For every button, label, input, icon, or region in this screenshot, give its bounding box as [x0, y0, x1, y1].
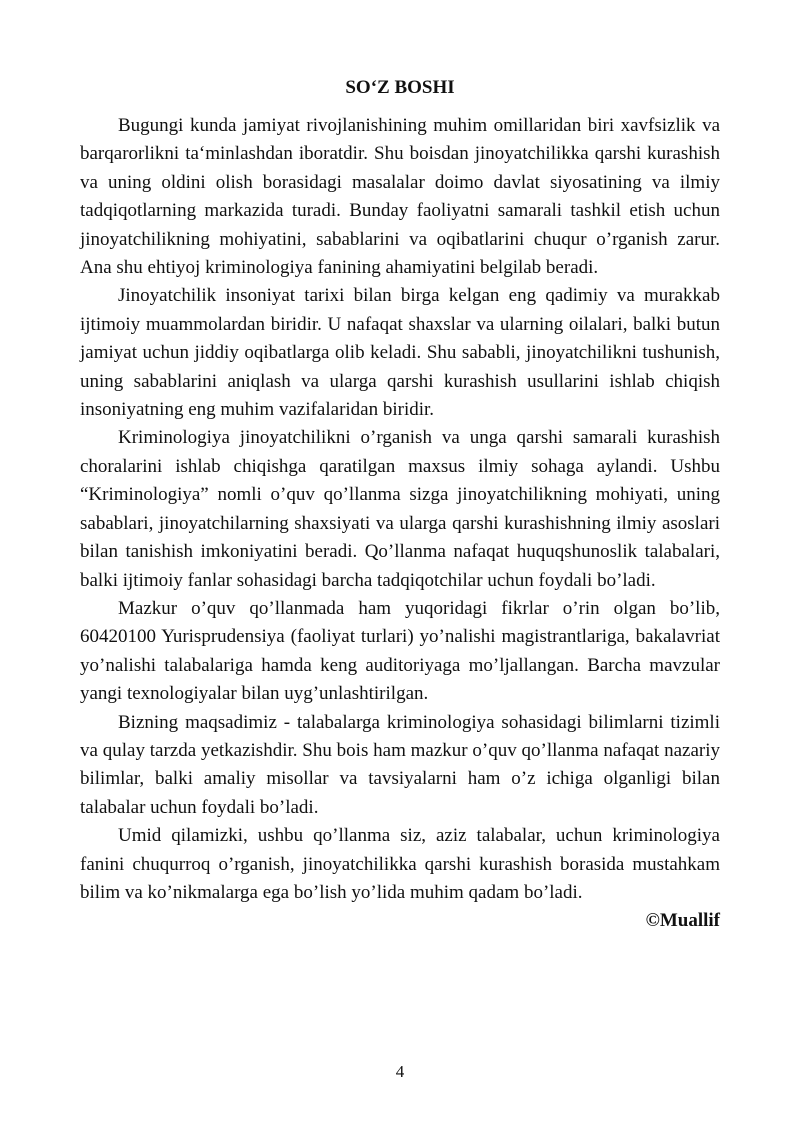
paragraph-3: Kriminologiya jinoyatchilikni o’rganish va unga qarshi samarali kurashish choralarini ishlab chiqishga qaratilgan maxsus ilmiy sohaga aylandi. Ushbu “Kriminologiya” nomli o’quv qo’llanma sizga jinoyatchilikning mohiyati, uning sabablari, jinoyatchilarning shaxsiyati va ularga qarshi kurashishning ilmiy asoslari bilan tanishish imkoniyatini beradi. Qo’llanma nafaqat huquqshunoslik talabalari, balki ijtimoiy fanlar sohasidagi barcha tadqiqotchilar uchun foydali bo’ladi. [80, 427, 720, 591]
paragraph-1: Bugungi kunda jamiyat rivojlanishining muhim omillaridan biri xavfsizlik va barqarorlikni ta‘minlashdan iboratdir. Shu boisdan jinoyatchilikka qarshi kurashish va uning oldini olish borasidagi masalalar doimo davlat siyosatining va ilmiy tadqiqotlarning markazida turadi. Bunday faoliyatni samarali tashkil etish uchun jinoyatchilikning mohiyatini, sabablarini va oqibatlarini chuqur o’rganish zarur. Ana shu ehtiyoj kriminologiya fanining ahamiyatini belgilab beradi. [80, 115, 720, 279]
paragraph-2: Jinoyatchilik insoniyat tarixi bilan birga kelgan eng qadimiy va murakkab ijtimoiy muammolardan biridir. U nafaqat shaxslar va ularning oilalari, balki butun jamiyat uchun jiddiy oqibatlarga olib keladi. Shu sababli, jinoyatchilikni tushunish, uning sabablarini aniqlash va ularga qarshi kurashish usullarini ishlab chiqish insoniyatning eng muhim vazifalaridan biridir. [80, 285, 720, 421]
paragraph-4: Mazkur o’quv qo’llanmada ham yuqoridagi fikrlar o’rin olgan bo’lib, 60420100 Yurisprudensiya (faoliyat turlari) yo’nalishi magistrantlariga, bakalavriat yo’nalishi talabalariga hamda keng auditoriyaga mo’ljallangan. Barcha mavzular yangi texnologiyalar bilan uyg’unlashtirilgan. [80, 597, 720, 705]
paragraph-5: Bizning maqsadimiz - talabalarga kriminologiya sohasidagi bilimlarni tizimli va qulay tarzda yetkazishdir. Shu bois ham mazkur o’quv qo’llanma nafaqat nazariy bilimlar, balki amaliy misollar va tavsiyalarni ham o’z ichiga olganligi bilan talabalar uchun foydali bo’ladi. [80, 711, 720, 818]
page-title: SO‘Z BOSHI [345, 77, 455, 98]
page-number: 4 [395, 1062, 405, 1081]
author-signature: ©Muallif [645, 910, 720, 932]
paragraph-6: Umid qilamizki, ushbu qo’llanma siz, aziz talabalar, uchun kriminologiya fanini chuqurroq o’rganish, jinoyatchilikka qarshi kurashish borasida mustahkam bilim va ko’nikmalarga ega bo’lish yo’lida muhim qadam bo’ladi. [80, 825, 720, 903]
